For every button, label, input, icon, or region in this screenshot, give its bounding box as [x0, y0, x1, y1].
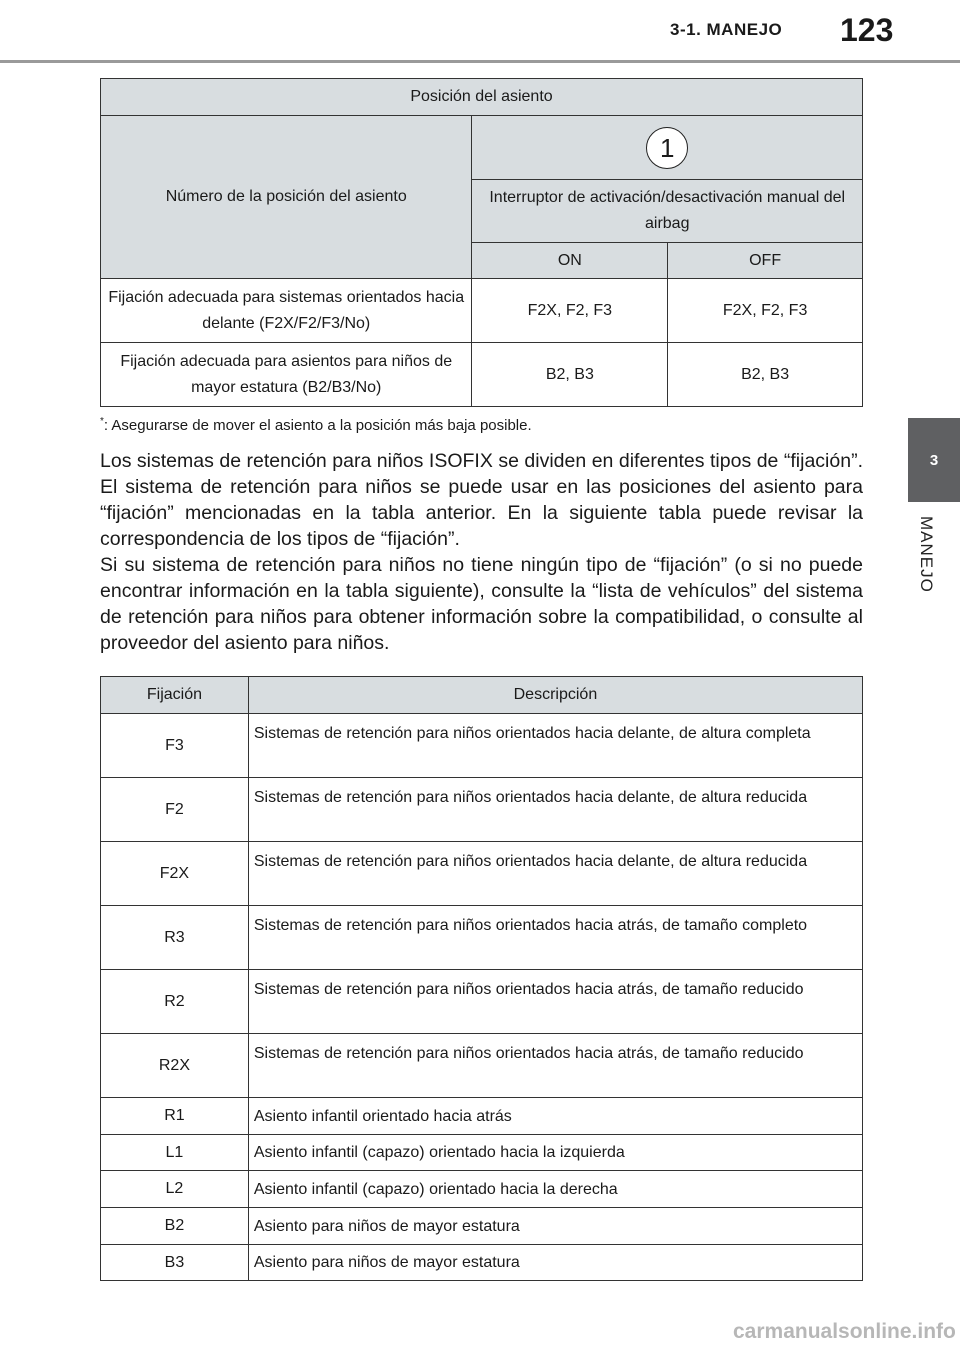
fixation-description: Asiento infantil (capazo) orientado hacia la izquierda — [248, 1135, 862, 1171]
row-label: Fijación adecuada para sistemas orientados hacia delante (F2X/F2/F3/No) — [101, 279, 472, 343]
fixation-description: Sistemas de retención para niños orientados hacia atrás, de tamaño completo — [248, 906, 862, 970]
row-label: Fijación adecuada para asientos para niños de mayor estatura (B2/B3/No) — [101, 343, 472, 407]
fixation-code: R1 — [101, 1098, 249, 1135]
fixation-description: Sistemas de retención para niños orientados hacia delante, de altura reducida — [248, 842, 862, 906]
fixation-code: R3 — [101, 906, 249, 970]
chapter-tab[interactable] — [908, 418, 960, 502]
table-row — [101, 842, 863, 906]
table-row — [101, 1171, 863, 1208]
table-row — [101, 1245, 863, 1281]
off-value: F2X, F2, F3 — [668, 279, 863, 343]
fixation-description: Asiento infantil orientado hacia atrás — [248, 1098, 862, 1135]
footnote-text: : Asegurarse de mover el asiento a la posición más baja posible. — [103, 417, 532, 434]
header-divider — [0, 60, 960, 63]
seat-number-circle: 1 — [646, 127, 688, 169]
chapter-label: MANEJO — [917, 516, 936, 593]
footnote — [100, 416, 532, 434]
col-header-description: Descripción — [248, 677, 862, 714]
fixation-description: Asiento infantil (capazo) orientado hacia la derecha — [248, 1171, 862, 1208]
fixation-code: F2X — [101, 842, 249, 906]
table-row — [101, 1208, 863, 1245]
row-header: Número de la posición del asiento — [101, 116, 472, 279]
table-row — [101, 970, 863, 1034]
on-header: ON — [472, 243, 668, 279]
fixation-code: F2 — [101, 778, 249, 842]
fixation-code: R2X — [101, 1034, 249, 1098]
table-row — [101, 714, 863, 778]
table-row — [101, 343, 863, 407]
fixation-description: Asiento para niños de mayor estatura — [248, 1208, 862, 1245]
chapter-number: 3 — [929, 451, 939, 469]
table-row — [101, 1135, 863, 1171]
section-title: 3-1. MANEJO — [670, 20, 783, 39]
fixation-code: F3 — [101, 714, 249, 778]
footnote-mark: * — [100, 416, 104, 427]
col-header-fixation: Fijación — [101, 677, 249, 714]
fixation-table — [100, 676, 863, 1281]
seat-number-cell — [472, 116, 863, 180]
table-row — [101, 1034, 863, 1098]
fixation-description: Sistemas de retención para niños orientados hacia delante, de altura completa — [248, 714, 862, 778]
page-number: 123 — [840, 12, 894, 48]
fixation-description: Sistemas de retención para niños orientados hacia delante, de altura reducida — [248, 778, 862, 842]
on-value: F2X, F2, F3 — [472, 279, 668, 343]
table-title: Posición del asiento — [101, 79, 863, 116]
watermark: carmanualsonline.info — [733, 1320, 956, 1343]
on-value: B2, B3 — [472, 343, 668, 407]
paragraph: Si su sistema de retención para niños no tiene ningún tipo de “fijación” (o si no puede encontrar información en la tabla siguiente), consulte la “lista de vehículos” del sistema de retención para niños para obtener información sobre la compatibilidad, o consulte al proveedor del asiento para niños. — [100, 554, 863, 654]
body-text — [100, 448, 863, 656]
table-row — [101, 778, 863, 842]
table-row — [101, 279, 863, 343]
off-value: B2, B3 — [668, 343, 863, 407]
paragraph: Los sistemas de retención para niños ISOFIX se dividen en diferentes tipos de “fijación”. El sistema de retención para niños se puede usar en las posiciones del asiento para “fijación” mencionadas en la tabla anterior. En la siguiente tabla puede revisar la correspondencia de los tipos de “fijación”. — [100, 450, 863, 550]
table-row — [101, 1098, 863, 1135]
seat-position-table — [100, 78, 863, 407]
fixation-description: Sistemas de retención para niños orientados hacia atrás, de tamaño reducido — [248, 1034, 862, 1098]
table-row — [101, 906, 863, 970]
fixation-code: B3 — [101, 1245, 249, 1281]
fixation-code: R2 — [101, 970, 249, 1034]
fixation-description: Sistemas de retención para niños orientados hacia atrás, de tamaño reducido — [248, 970, 862, 1034]
off-header: OFF — [668, 243, 863, 279]
fixation-code: L1 — [101, 1135, 249, 1171]
fixation-code: B2 — [101, 1208, 249, 1245]
airbag-switch-header: Interruptor de activación/desactivación manual del airbag — [472, 180, 863, 243]
fixation-code: L2 — [101, 1171, 249, 1208]
fixation-description: Asiento para niños de mayor estatura — [248, 1245, 862, 1281]
